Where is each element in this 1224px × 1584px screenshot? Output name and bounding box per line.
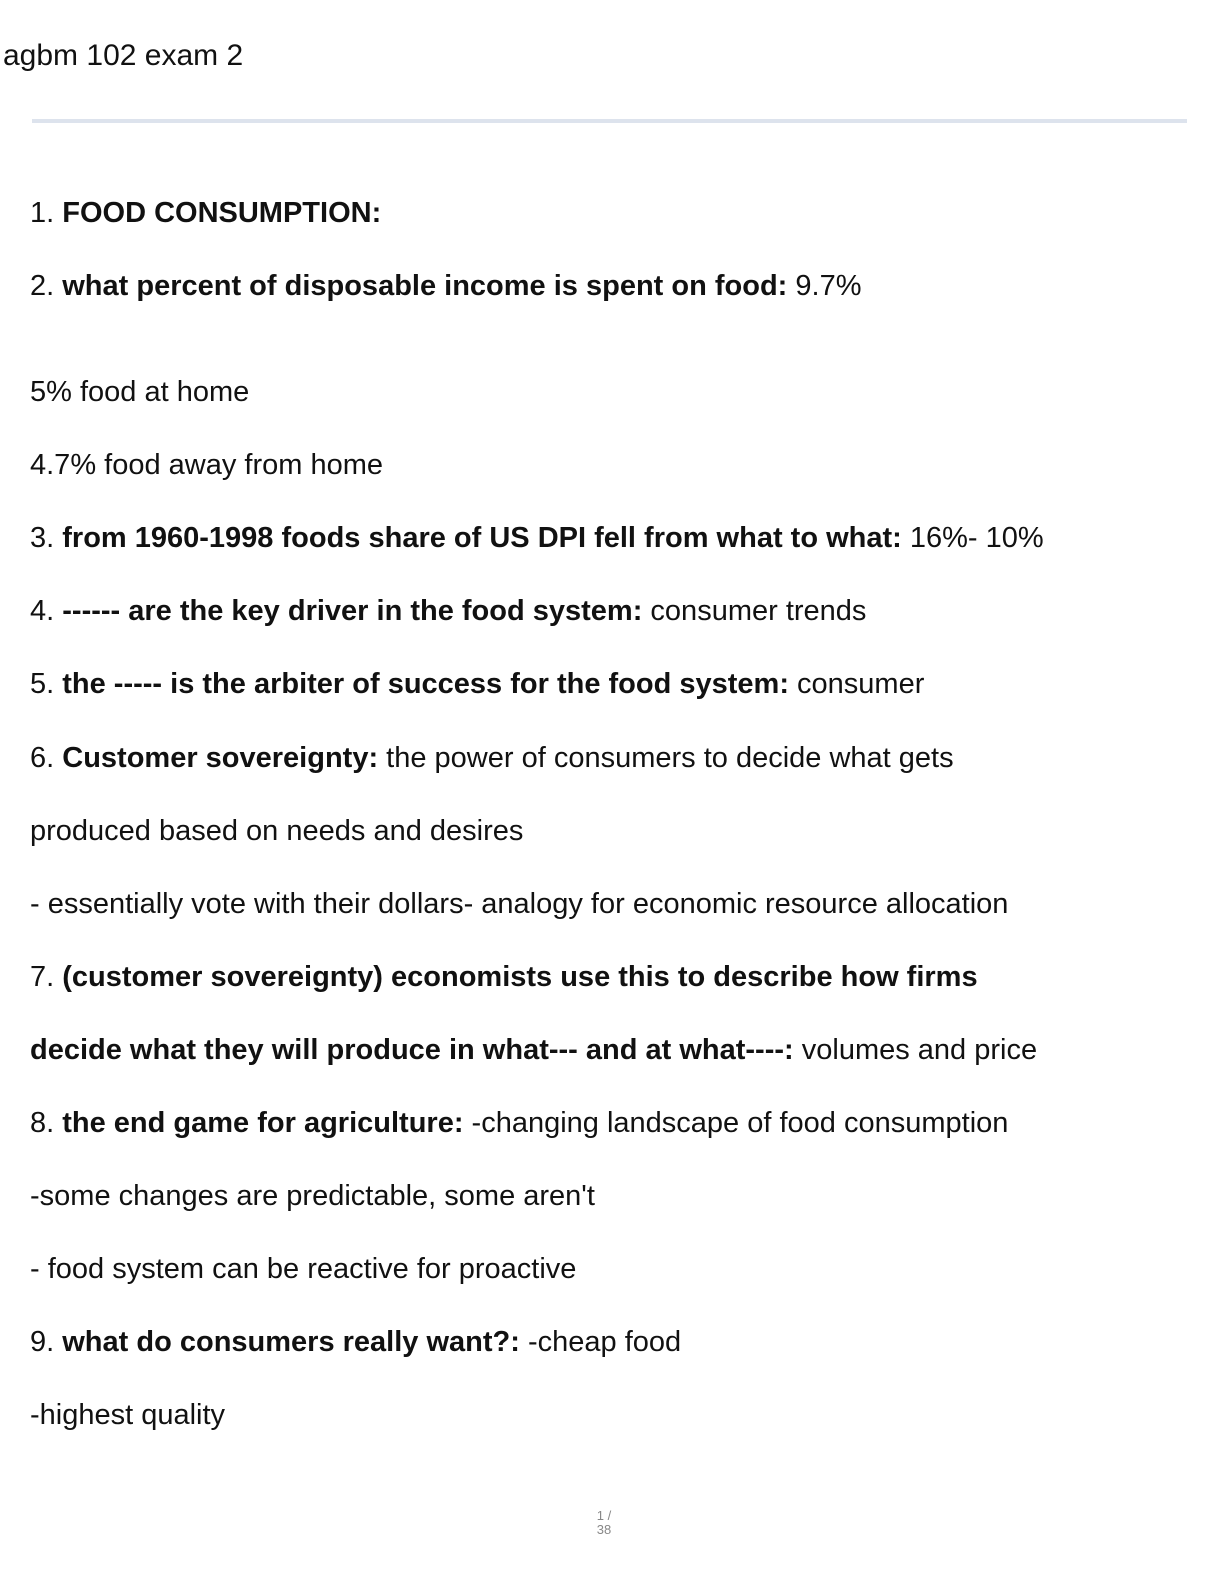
question-answer: -cheap food	[519, 1326, 682, 1358]
answer-line	[30, 1395, 225, 1435]
question-2	[30, 266, 862, 306]
answer-text: -some changes are predictable, some aren't	[30, 1180, 595, 1212]
question-number: 5.	[30, 668, 55, 700]
answer-line	[30, 811, 523, 851]
question-7-continued	[30, 1030, 1037, 1070]
question-3	[30, 518, 1044, 558]
question-answer: volumes and price	[793, 1034, 1038, 1066]
question-number: 8.	[30, 1107, 55, 1139]
question-term: FOOD CONSUMPTION:	[62, 197, 382, 229]
question-9	[30, 1322, 681, 1362]
question-term: what do consumers really want?:	[62, 1326, 520, 1358]
answer-text: 5% food at home	[30, 376, 250, 408]
question-6	[30, 738, 954, 778]
answer-line	[30, 372, 249, 412]
question-number: 4.	[30, 595, 55, 627]
page-number: 1 /	[596, 1508, 612, 1523]
question-answer: 16%- 10%	[901, 522, 1044, 554]
answer-text: produced based on needs and desires	[30, 815, 524, 847]
question-number: 2.	[30, 270, 55, 302]
question-answer: 9.7%	[787, 270, 862, 302]
answer-line	[30, 445, 383, 485]
answer-line	[30, 884, 1008, 924]
question-answer: -changing landscape of food consumption	[463, 1107, 1009, 1139]
question-term: decide what they will produce in what--- and at what----:	[30, 1034, 794, 1066]
question-1	[30, 193, 381, 233]
question-answer: consumer trends	[642, 595, 867, 627]
answer-text: - food system can be reactive for proactive	[30, 1253, 577, 1285]
answer-text: - essentially vote with their dollars- analogy for economic resource allocation	[30, 888, 1009, 920]
question-term: Customer sovereignty:	[62, 742, 379, 774]
question-5	[30, 664, 924, 704]
question-number: 1.	[30, 197, 55, 229]
question-number: 3.	[30, 522, 55, 554]
question-term: (customer sovereignty) economists use this to describe how firms	[62, 961, 978, 993]
question-term: what percent of disposable income is spent on food:	[62, 270, 788, 302]
title-divider	[32, 119, 1187, 123]
answer-text: 4.7% food away from home	[30, 449, 384, 481]
answer-line	[30, 1249, 576, 1289]
question-term: from 1960-1998 foods share of US DPI fell from what to what:	[62, 522, 902, 554]
question-term: the end game for agriculture:	[62, 1107, 464, 1139]
question-term: ------ are the key driver in the food system:	[62, 595, 643, 627]
question-7	[30, 957, 978, 997]
question-number: 9.	[30, 1326, 55, 1358]
question-number: 6.	[30, 742, 55, 774]
answer-line	[30, 1176, 595, 1216]
page-indicator	[594, 1508, 614, 1537]
question-term: the ----- is the arbiter of success for the food system:	[62, 668, 789, 700]
answer-text: -highest quality	[30, 1399, 226, 1431]
question-8	[30, 1103, 1008, 1143]
page-total: 38	[596, 1522, 612, 1537]
question-answer: consumer	[788, 668, 925, 700]
question-answer: the power of consumers to decide what gets	[378, 742, 954, 774]
document-title: agbm 102 exam 2	[3, 39, 244, 72]
question-4	[30, 591, 866, 631]
question-number: 7.	[30, 961, 55, 993]
